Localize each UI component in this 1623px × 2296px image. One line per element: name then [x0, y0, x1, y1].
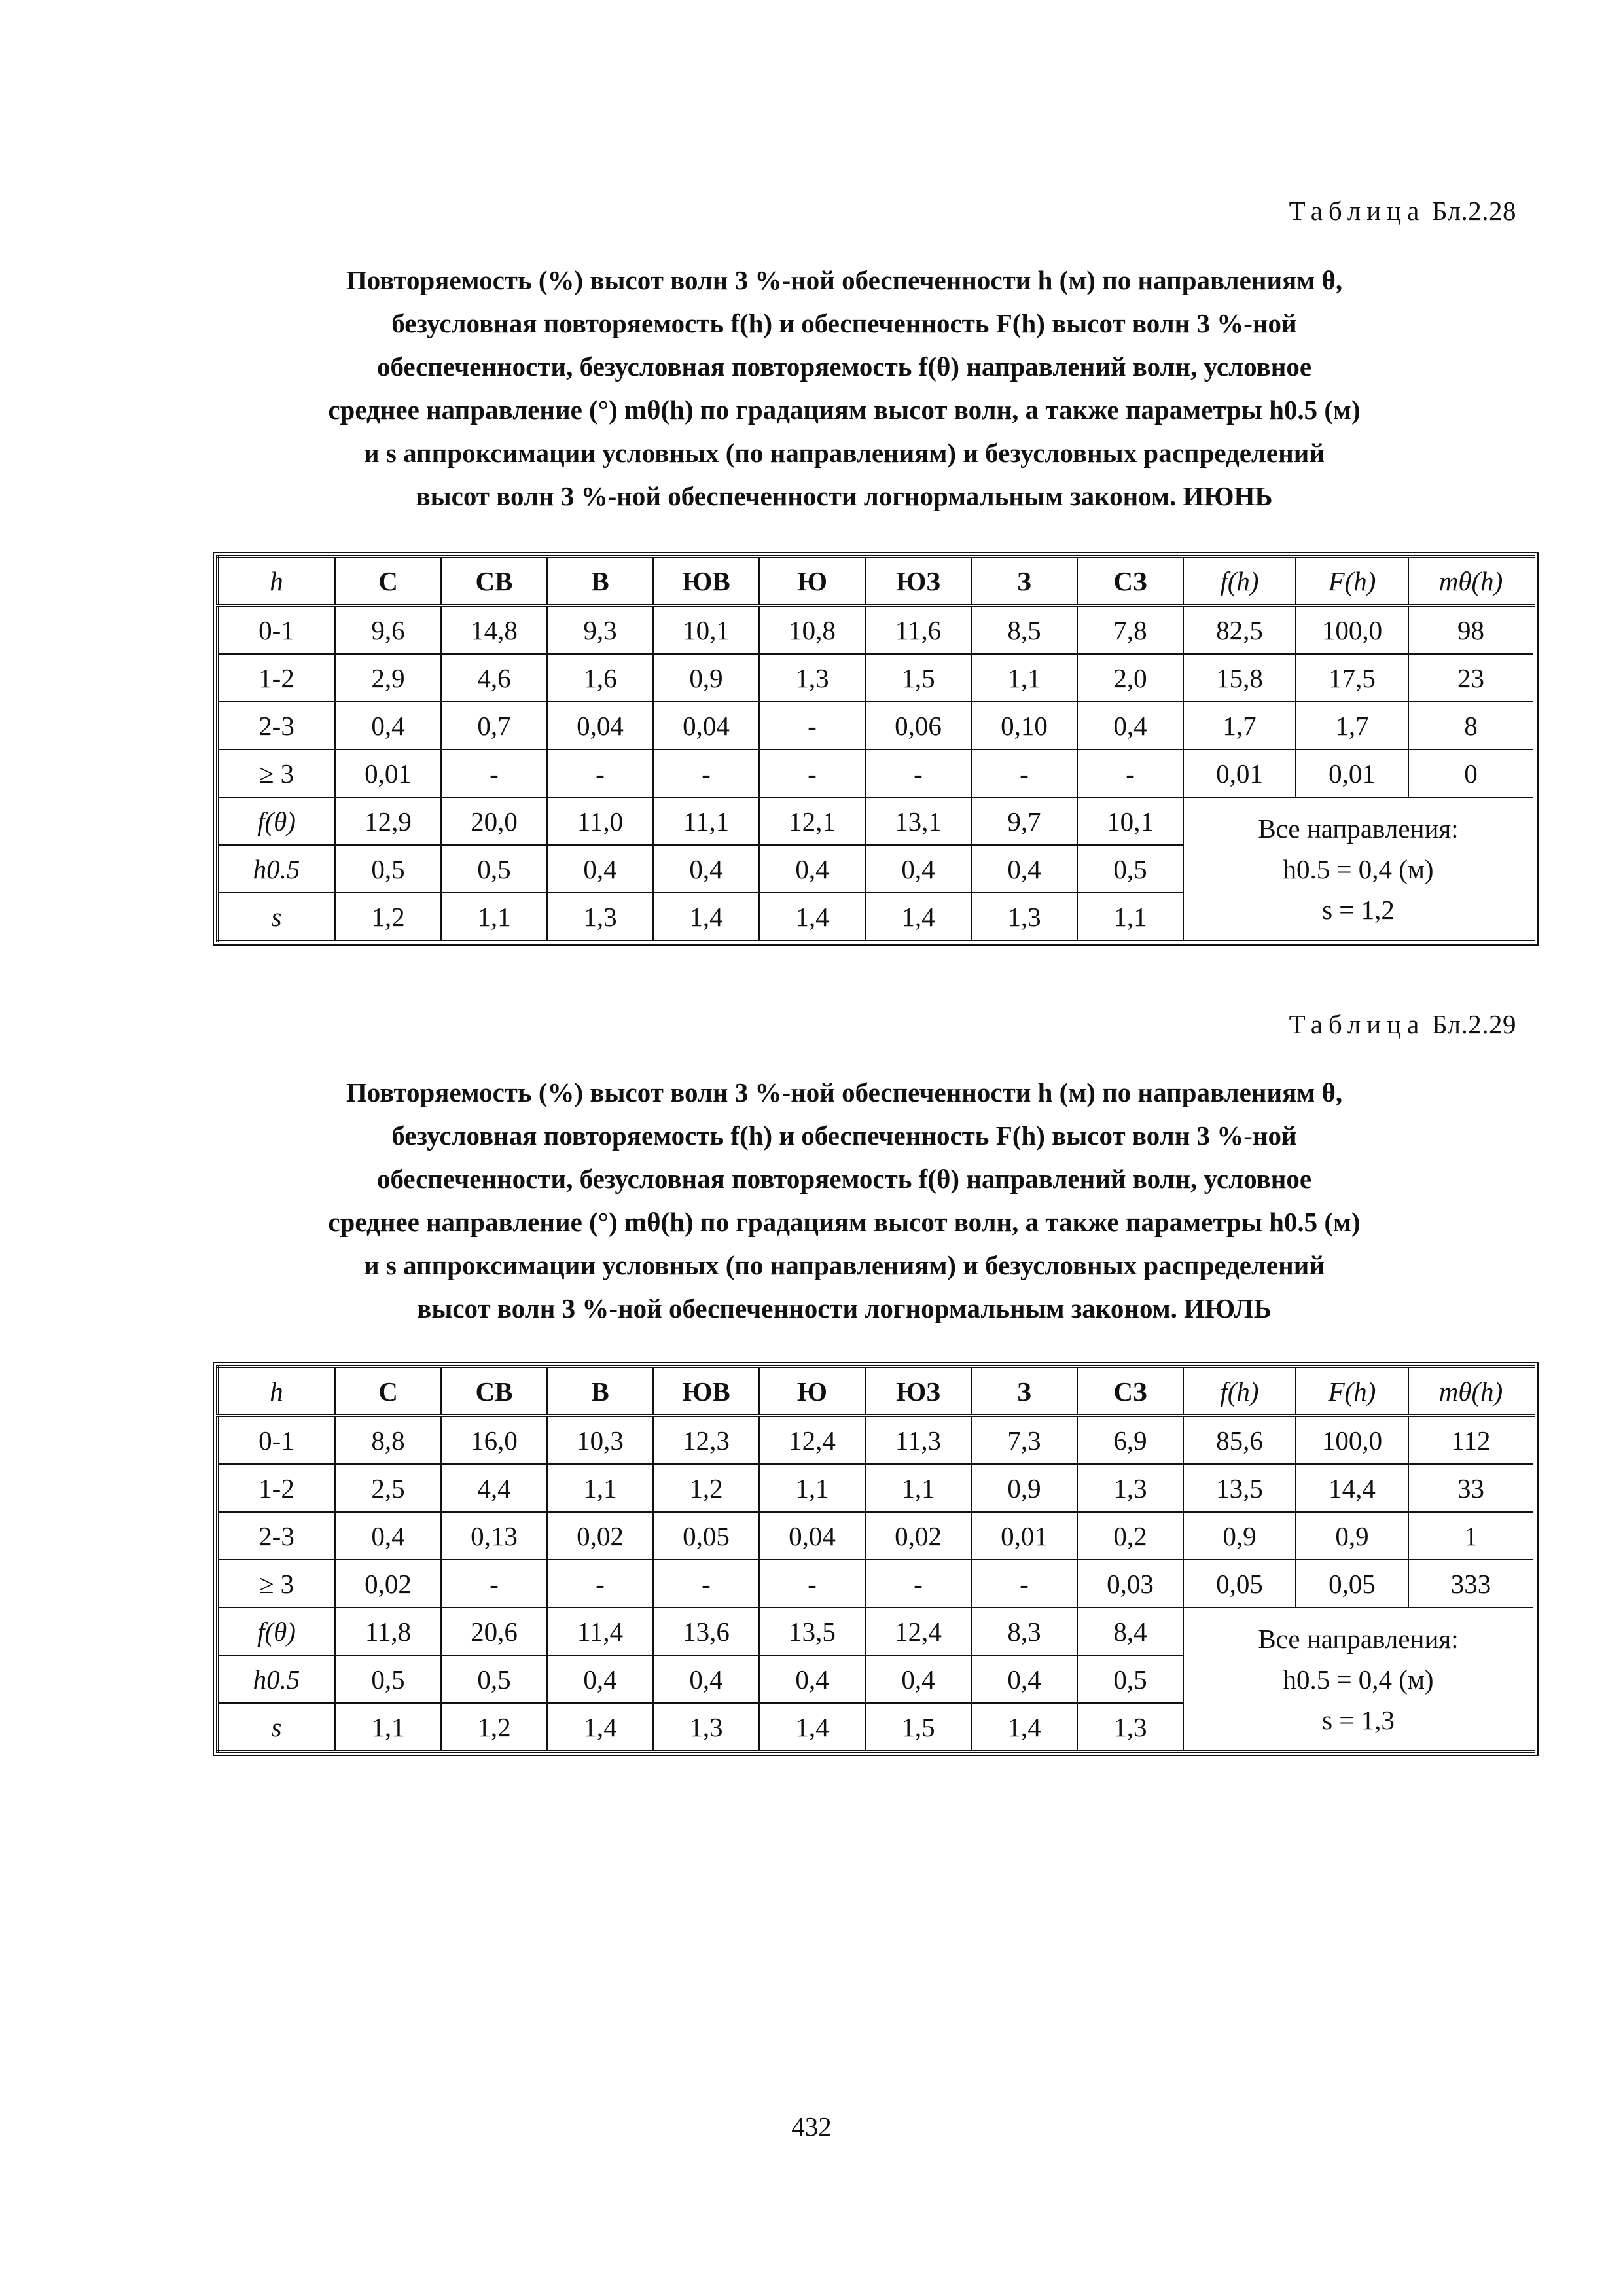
param-cell: 1,3 — [653, 1703, 759, 1751]
table-cell: 0,02 — [865, 1512, 971, 1560]
column-header: ЮВ — [653, 1367, 759, 1416]
table-cell: 0,13 — [441, 1512, 547, 1560]
table-cell: 4,4 — [441, 1464, 547, 1512]
caption-line: среднее направление (°) mθ(h) по градациям высот волн, а также параметры h0.5 (м) — [328, 395, 1361, 425]
table-cell: 7,3 — [971, 1416, 1077, 1464]
table-cell: 14,8 — [441, 605, 547, 654]
caption-line: Повторяемость (%) высот волн 3 %-ной обеспеченности h (м) по направлениям θ, — [346, 265, 1343, 295]
table-cell: 17,5 — [1296, 654, 1408, 702]
param-label-cell: f(θ) — [217, 1607, 335, 1655]
table-cell: 1,1 — [971, 654, 1077, 702]
column-header: F(h) — [1296, 556, 1408, 605]
param-cell: 12,9 — [335, 797, 441, 845]
column-header: ЮВ — [653, 556, 759, 605]
table-cell: 100,0 — [1296, 605, 1408, 654]
param-label-cell: s — [217, 893, 335, 941]
table-cell: 10,1 — [653, 605, 759, 654]
param-cell: 20,6 — [441, 1607, 547, 1655]
table-cell: 12,3 — [653, 1416, 759, 1464]
table-cell: 82,5 — [1183, 605, 1296, 654]
table-cell: - — [759, 1560, 865, 1607]
header-row — [217, 1367, 1534, 1416]
table-cell: 8 — [1408, 702, 1534, 749]
param-cell: 1,1 — [335, 1703, 441, 1751]
table-cell: 1,2 — [653, 1464, 759, 1512]
row-header-cell: 2-3 — [217, 702, 335, 749]
param-cell: 13,5 — [759, 1607, 865, 1655]
table-label-1 — [1289, 195, 1516, 226]
all-directions-note — [1183, 797, 1534, 941]
param-cell: 0,4 — [865, 845, 971, 893]
table-cell: 11,3 — [865, 1416, 971, 1464]
table-cell: 0,10 — [971, 702, 1077, 749]
wave-table-june — [216, 555, 1535, 942]
table-cell: 0,03 — [1077, 1560, 1183, 1607]
caption-line: и s аппроксимации условных (по направлениям) и безусловных распределений — [364, 438, 1325, 468]
table-cell: 1,7 — [1183, 702, 1296, 749]
param-cell: 0,4 — [865, 1655, 971, 1703]
table-cell: - — [865, 749, 971, 797]
table-cell: 7,8 — [1077, 605, 1183, 654]
caption-line: высот волн 3 %-ной обеспеченности логнормальным законом. ИЮНЬ — [416, 481, 1273, 511]
param-cell: 8,4 — [1077, 1607, 1183, 1655]
table-cell: 85,6 — [1183, 1416, 1296, 1464]
all-directions-note — [1183, 1607, 1534, 1751]
param-cell: 13,1 — [865, 797, 971, 845]
caption-line: высот волн 3 %-ной обеспеченности логнормальным законом. ИЮЛЬ — [417, 1293, 1272, 1323]
column-header: СЗ — [1077, 1367, 1183, 1416]
table-label-number: Бл.2.29 — [1432, 1009, 1516, 1039]
table-cell: 0,4 — [335, 702, 441, 749]
param-cell: 11,8 — [335, 1607, 441, 1655]
table-cell: 0,04 — [547, 702, 653, 749]
param-cell: 11,1 — [653, 797, 759, 845]
param-cell: 1,1 — [1077, 893, 1183, 941]
table-cell: 1,1 — [759, 1464, 865, 1512]
param-cell: 1,3 — [971, 893, 1077, 941]
param-cell: 0,5 — [1077, 845, 1183, 893]
note-line: Все направления: — [1258, 1623, 1459, 1654]
column-header: h — [217, 1367, 335, 1416]
table-row — [217, 1416, 1534, 1464]
table-cell: 6,9 — [1077, 1416, 1183, 1464]
wave-table-july — [216, 1365, 1535, 1753]
param-cell: 11,0 — [547, 797, 653, 845]
table-cell: 13,5 — [1183, 1464, 1296, 1512]
table-cell: 9,3 — [547, 605, 653, 654]
note-line: Все направления: — [1258, 813, 1459, 844]
param-cell: 1,3 — [1077, 1703, 1183, 1751]
table-cell: 2,5 — [335, 1464, 441, 1512]
table-cell: 0,01 — [335, 749, 441, 797]
param-cell: 0,4 — [547, 1655, 653, 1703]
table-cell: 1 — [1408, 1512, 1534, 1560]
param-cell: 0,4 — [653, 1655, 759, 1703]
table-cell: 1,1 — [547, 1464, 653, 1512]
column-header: З — [971, 1367, 1077, 1416]
table-cell: - — [547, 1560, 653, 1607]
table-cell: 15,8 — [1183, 654, 1296, 702]
param-cell: 1,4 — [865, 893, 971, 941]
table-cell: 0,9 — [1296, 1512, 1408, 1560]
param-label-cell: s — [217, 1703, 335, 1751]
column-header: mθ(h) — [1408, 1367, 1534, 1416]
table-cell: 0,02 — [547, 1512, 653, 1560]
table-cell: 0,9 — [653, 654, 759, 702]
table-cell: 1,3 — [759, 654, 865, 702]
table-cell: - — [653, 749, 759, 797]
param-cell: 0,5 — [335, 845, 441, 893]
param-cell: 12,1 — [759, 797, 865, 845]
table-cell: 0,05 — [653, 1512, 759, 1560]
table-cell: 112 — [1408, 1416, 1534, 1464]
param-cell: 1,4 — [759, 1703, 865, 1751]
table-cell: 0,04 — [653, 702, 759, 749]
param-cell: 13,6 — [653, 1607, 759, 1655]
row-header-cell: 1-2 — [217, 654, 335, 702]
param-row — [217, 797, 1534, 845]
param-cell: 0,5 — [335, 1655, 441, 1703]
table-cell: 0,2 — [1077, 1512, 1183, 1560]
table-cell: 100,0 — [1296, 1416, 1408, 1464]
param-label-cell: h0.5 — [217, 845, 335, 893]
table-cell: 2,9 — [335, 654, 441, 702]
table-cell: 0,06 — [865, 702, 971, 749]
param-label-cell: h0.5 — [217, 1655, 335, 1703]
table-cell: 0,01 — [971, 1512, 1077, 1560]
row-header-cell: 0-1 — [217, 605, 335, 654]
column-header: ЮЗ — [865, 1367, 971, 1416]
table-cell: 0,9 — [971, 1464, 1077, 1512]
column-header: Ю — [759, 556, 865, 605]
table-row — [217, 654, 1534, 702]
table-cell: 0,4 — [335, 1512, 441, 1560]
param-cell: 9,7 — [971, 797, 1077, 845]
table-cell: - — [441, 1560, 547, 1607]
column-header: З — [971, 556, 1077, 605]
table-cell: 14,4 — [1296, 1464, 1408, 1512]
table-cell: - — [759, 749, 865, 797]
table-cell: 4,6 — [441, 654, 547, 702]
column-header: Ю — [759, 1367, 865, 1416]
table-cell: 9,6 — [335, 605, 441, 654]
param-cell: 1,4 — [653, 893, 759, 941]
table-cell: - — [547, 749, 653, 797]
table-cell: 0,01 — [1296, 749, 1408, 797]
table-cell: 1,6 — [547, 654, 653, 702]
table-cell: - — [971, 749, 1077, 797]
table-cell: 0 — [1408, 749, 1534, 797]
param-cell: 0,5 — [1077, 1655, 1183, 1703]
table-cell: - — [1077, 749, 1183, 797]
param-cell: 0,4 — [547, 845, 653, 893]
table-cell: - — [971, 1560, 1077, 1607]
param-cell: 12,4 — [865, 1607, 971, 1655]
param-row — [217, 1607, 1534, 1655]
table-row — [217, 1560, 1534, 1607]
table-cell: 23 — [1408, 654, 1534, 702]
page-number: 432 — [791, 2111, 832, 2142]
table-cell: 98 — [1408, 605, 1534, 654]
caption-line: обеспеченности, безусловная повторяемость f(θ) направлений волн, условное — [376, 351, 1312, 382]
param-cell: 10,1 — [1077, 797, 1183, 845]
table-cell: 2,0 — [1077, 654, 1183, 702]
param-cell: 0,4 — [759, 845, 865, 893]
column-header: СЗ — [1077, 556, 1183, 605]
row-header-cell: ≥ 3 — [217, 1560, 335, 1607]
param-cell: 0,4 — [971, 1655, 1077, 1703]
table-cell: 11,6 — [865, 605, 971, 654]
header-row — [217, 556, 1534, 605]
table-label-prefix: Таблица — [1289, 196, 1425, 226]
column-header: СВ — [441, 1367, 547, 1416]
table-cell: - — [653, 1560, 759, 1607]
note-line: s = 1,2 — [1322, 894, 1395, 925]
table-row — [217, 749, 1534, 797]
column-header: ЮЗ — [865, 556, 971, 605]
caption-line: обеспеченности, безусловная повторяемость f(θ) направлений волн, условное — [376, 1164, 1312, 1194]
table-cell: 1,3 — [1077, 1464, 1183, 1512]
column-header: С — [335, 1367, 441, 1416]
param-cell: 1,1 — [441, 893, 547, 941]
caption-line: и s аппроксимации условных (по направлениям) и безусловных распределений — [364, 1250, 1325, 1280]
table-cell: 12,4 — [759, 1416, 865, 1464]
note-line: s = 1,3 — [1322, 1704, 1395, 1735]
table-label-2 — [1289, 1009, 1516, 1040]
table-cell: 0,01 — [1183, 749, 1296, 797]
table-row — [217, 1464, 1534, 1512]
param-cell: 1,3 — [547, 893, 653, 941]
table-cell: 10,8 — [759, 605, 865, 654]
table-cell: 1,5 — [865, 654, 971, 702]
table-cell: 16,0 — [441, 1416, 547, 1464]
note-line: h0.5 = 0,4 (м) — [1283, 853, 1434, 884]
column-header: f(h) — [1183, 556, 1296, 605]
column-header: mθ(h) — [1408, 556, 1534, 605]
param-cell: 1,2 — [441, 1703, 547, 1751]
caption-line: Повторяемость (%) высот волн 3 %-ной обеспеченности h (м) по направлениям θ, — [346, 1077, 1343, 1107]
table-cell: 0,05 — [1296, 1560, 1408, 1607]
table-cell: 8,5 — [971, 605, 1077, 654]
column-header: h — [217, 556, 335, 605]
table-cell: 33 — [1408, 1464, 1534, 1512]
param-cell: 0,4 — [971, 845, 1077, 893]
table-row — [217, 702, 1534, 749]
table-cell: 8,8 — [335, 1416, 441, 1464]
table-row — [217, 605, 1534, 654]
table-caption-2 — [196, 1071, 1492, 1330]
param-cell: 1,4 — [759, 893, 865, 941]
param-cell: 1,5 — [865, 1703, 971, 1751]
param-cell: 0,5 — [441, 1655, 547, 1703]
column-header: В — [547, 1367, 653, 1416]
param-cell: 1,2 — [335, 893, 441, 941]
table-cell: 0,02 — [335, 1560, 441, 1607]
table-cell: 0,05 — [1183, 1560, 1296, 1607]
table-row — [217, 1512, 1534, 1560]
column-header: F(h) — [1296, 1367, 1408, 1416]
column-header: С — [335, 556, 441, 605]
table-cell: 333 — [1408, 1560, 1534, 1607]
table-cell: 0,4 — [1077, 702, 1183, 749]
table-caption-1 — [196, 259, 1492, 518]
table-label-number: Бл.2.28 — [1432, 196, 1516, 226]
row-header-cell: ≥ 3 — [217, 749, 335, 797]
param-label-cell: f(θ) — [217, 797, 335, 845]
param-cell: 0,5 — [441, 845, 547, 893]
note-line: h0.5 = 0,4 (м) — [1283, 1664, 1434, 1695]
caption-line: среднее направление (°) mθ(h) по градациям высот волн, а также параметры h0.5 (м) — [328, 1207, 1361, 1237]
row-header-cell: 2-3 — [217, 1512, 335, 1560]
table-label-prefix: Таблица — [1289, 1009, 1425, 1039]
table-cell: - — [759, 702, 865, 749]
table-cell: 1,1 — [865, 1464, 971, 1512]
column-header: СВ — [441, 556, 547, 605]
param-cell: 1,4 — [547, 1703, 653, 1751]
table-cell: - — [865, 1560, 971, 1607]
param-cell: 11,4 — [547, 1607, 653, 1655]
row-header-cell: 1-2 — [217, 1464, 335, 1512]
param-cell: 0,4 — [653, 845, 759, 893]
column-header: f(h) — [1183, 1367, 1296, 1416]
column-header: В — [547, 556, 653, 605]
row-header-cell: 0-1 — [217, 1416, 335, 1464]
param-cell: 0,4 — [759, 1655, 865, 1703]
table-cell: 10,3 — [547, 1416, 653, 1464]
param-cell: 20,0 — [441, 797, 547, 845]
param-cell: 8,3 — [971, 1607, 1077, 1655]
table-cell: 0,04 — [759, 1512, 865, 1560]
table-cell: 0,7 — [441, 702, 547, 749]
table-cell: 0,9 — [1183, 1512, 1296, 1560]
param-cell: 1,4 — [971, 1703, 1077, 1751]
table-cell: - — [441, 749, 547, 797]
caption-line: безусловная повторяемость f(h) и обеспеченность F(h) высот волн 3 %-ной — [391, 308, 1297, 338]
table-cell: 1,7 — [1296, 702, 1408, 749]
caption-line: безусловная повторяемость f(h) и обеспеченность F(h) высот волн 3 %-ной — [391, 1121, 1297, 1151]
